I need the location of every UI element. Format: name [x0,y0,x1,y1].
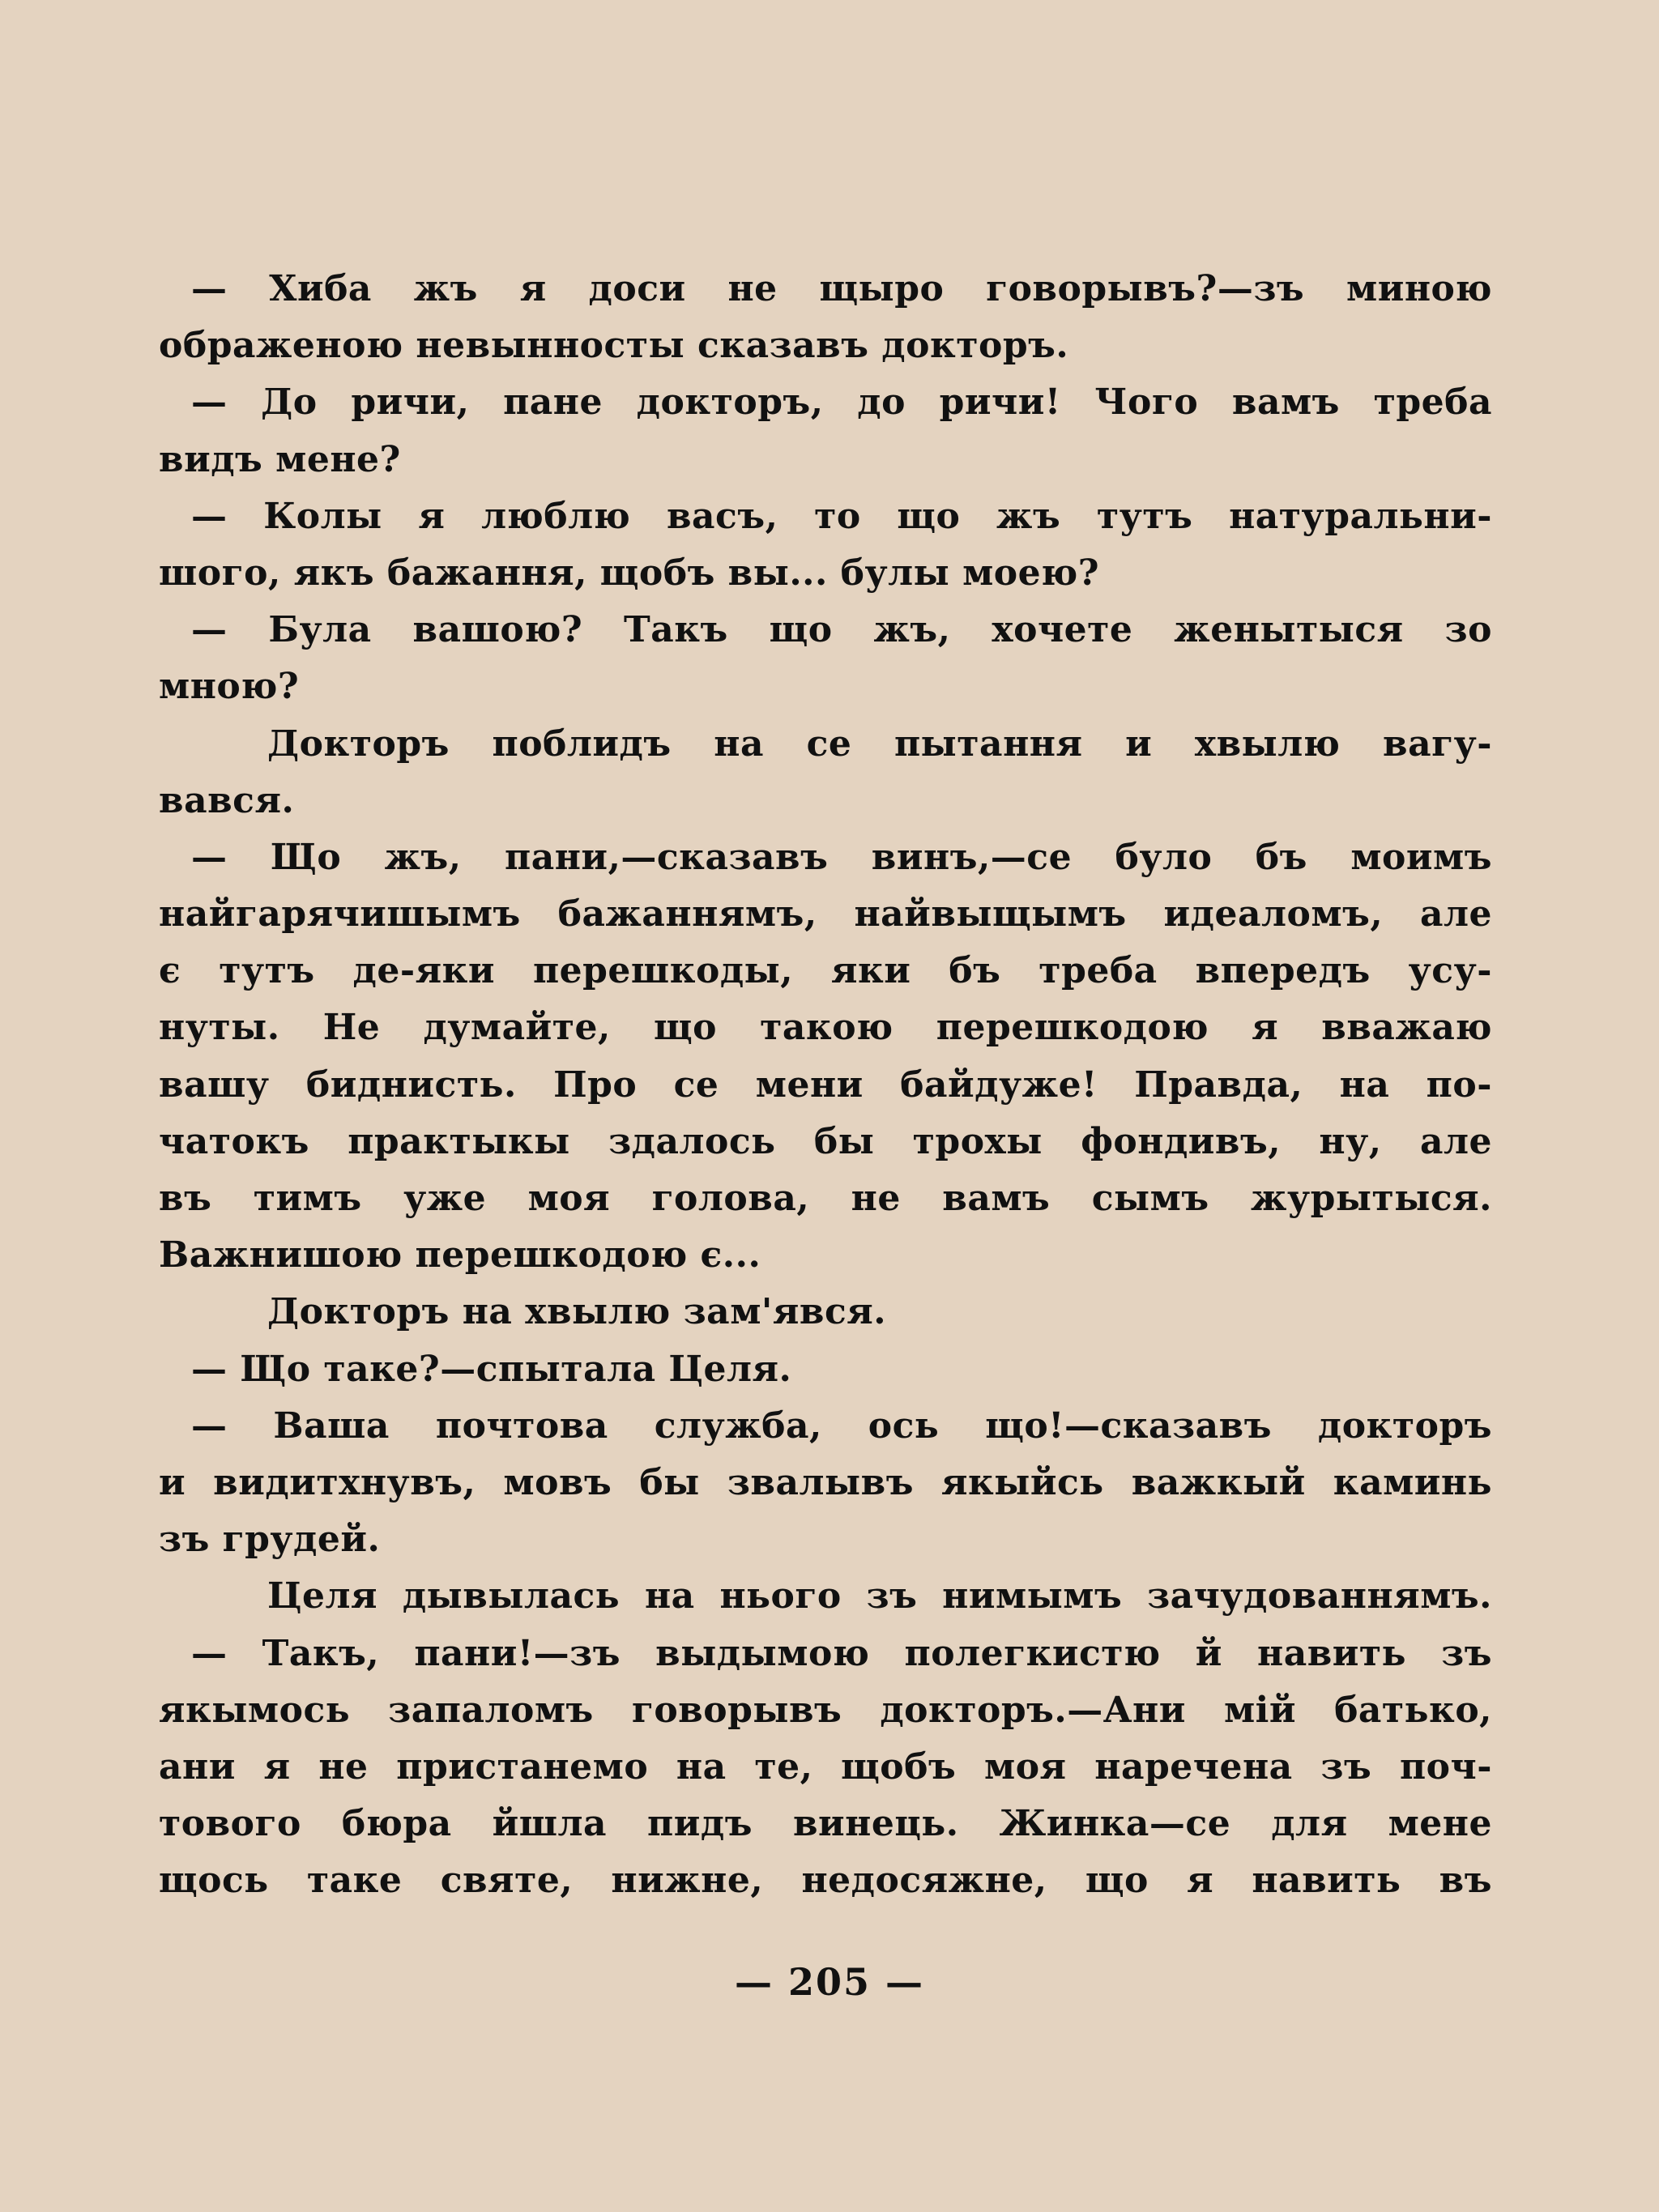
text-line: вашу биднисть. Про се мени байдуже! Правда, на по- [159,1063,1492,1106]
text-line: шого, якъ бажання, щобъ вы... булы моею? [159,552,1100,594]
text-line: Докторъ на хвылю зам'явся. [267,1291,887,1333]
text-line: тового бюра йшла пидъ винець. Жинка—се для мене [159,1803,1492,1845]
text-line: — Що жъ, пани,—сказавъ винъ,—се було бъ моимъ [191,836,1492,878]
text-line: — Колы я люблю васъ, то що жъ тутъ натуральни- [191,495,1492,537]
text-line: зъ грудей. [159,1519,381,1561]
page-number: — 205 — [734,1960,925,2004]
text-line: нуты. Не думайте, що такою перешкодою я вважаю [159,1007,1492,1049]
text-line: — До ричи, пане докторъ, до ричи! Чого вамъ треба [191,381,1492,424]
text-line: щось таке святе, нижне, недосяжне, що я навить въ [159,1860,1492,1902]
text-line: — Була вашою? Такъ що жъ, хочете женытыся зо [191,609,1492,651]
text-line: въ тимъ уже моя голова, не вамъ сымъ журытыся. [159,1178,1492,1219]
text-line: ображеною невынносты сказавъ докторъ. [159,325,1069,367]
text-line: — Що таке?—спытала Целя. [191,1348,792,1390]
text-line: — Хиба жъ я доси не щыро говорывъ?—зъ миною [191,268,1492,309]
text-line: вався. [159,779,295,821]
text-line: якымось запаломъ говорывъ докторъ.—Ани мій батько, [159,1689,1492,1731]
text-line: найгарячишымъ бажаннямъ, найвыщымъ идеаломъ, але [159,893,1492,936]
text-line: Целя дывылась на нього зъ нимымъ зачудованнямъ. [267,1575,1492,1617]
text-line: и видитхнувъ, мовъ бы звалывъ якыйсь важкый каминь [159,1461,1492,1503]
text-line: є тутъ де-яки перешкоды, яки бъ треба впередъ усу- [159,950,1492,992]
body-text [159,261,1492,1909]
text-line: — Ваша почтова служба, ось що!—сказавъ докторъ [191,1404,1492,1447]
text-line: ани я не пристанемо на те, щобъ моя наречена зъ поч- [159,1745,1492,1788]
text-line: — Такъ, пани!—зъ выдымою полегкистю й навить зъ [191,1632,1492,1674]
text-line: мною? [159,666,300,708]
text-line: видъ мене? [159,438,401,480]
text-line: Докторъ поблидъ на се пытання и хвылю вагу- [267,722,1492,765]
text-line: Важнишою перешкодою є... [159,1234,761,1276]
text-line: чатокъ практыкы здалось бы трохы фондивъ, ну, але [159,1120,1492,1162]
